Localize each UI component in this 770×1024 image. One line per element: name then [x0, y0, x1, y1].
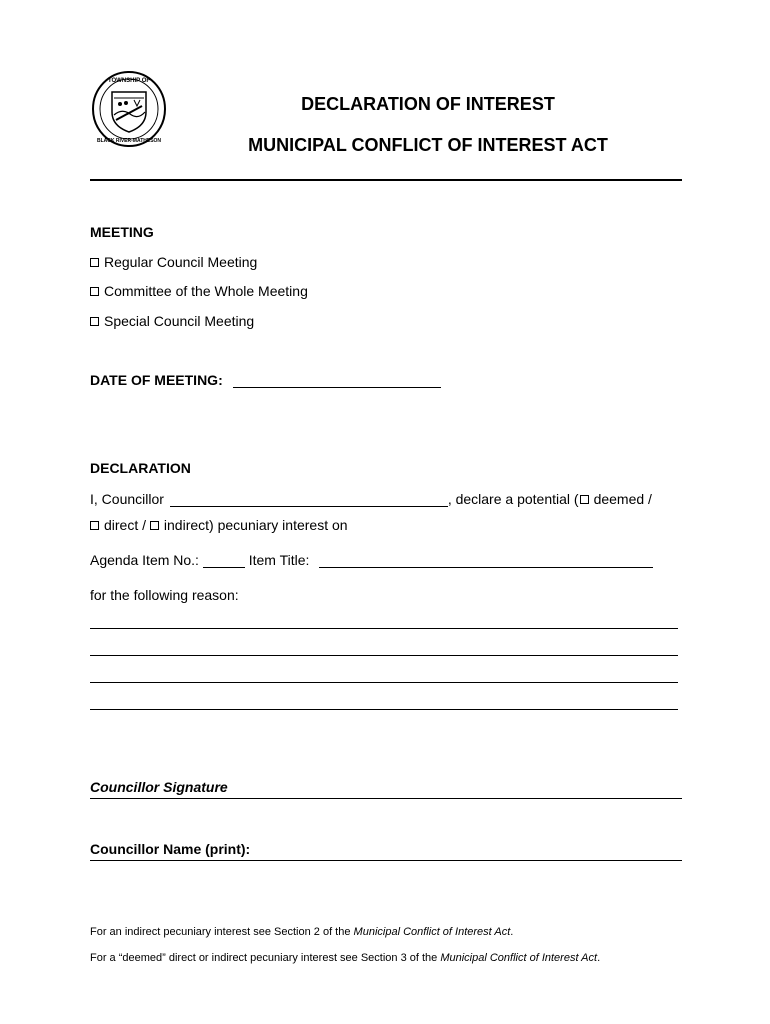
item-title-field[interactable]: [319, 553, 653, 568]
page-title: DECLARATION OF INTEREST: [301, 94, 555, 114]
municipal-seal-icon: [90, 70, 168, 148]
footnote-deemed: [90, 952, 600, 964]
signature-field[interactable]: [90, 798, 682, 799]
meeting-heading: MEETING: [90, 224, 154, 240]
checkbox-special-council[interactable]: [90, 317, 99, 326]
reason-line-2[interactable]: [90, 655, 678, 656]
agenda-item-field[interactable]: [203, 553, 245, 568]
declaration-line-1: [90, 491, 652, 507]
item-title-label: Item Title:: [248, 552, 310, 568]
declare-text: , declare a potential (: [447, 491, 579, 507]
councillor-prefix: I, Councillor: [90, 491, 164, 507]
date-label: DATE OF MEETING:: [90, 372, 223, 388]
footnote-text: For an indirect pecuniary interest see Section 2 of the: [90, 926, 354, 938]
option-label: Regular Council Meeting: [104, 254, 258, 270]
deemed-label: deemed /: [593, 491, 652, 507]
date-row: [90, 372, 441, 390]
reason-line-1[interactable]: [90, 628, 678, 629]
footnote-period: .: [597, 952, 601, 964]
checkbox-regular-council[interactable]: [90, 258, 99, 267]
direct-label: direct /: [104, 517, 147, 533]
footnote-period: .: [510, 926, 514, 938]
option-regular-council[interactable]: [90, 254, 257, 270]
reason-label: for the following reason:: [90, 587, 239, 603]
checkbox-indirect[interactable]: [150, 521, 159, 530]
signature-label: Councillor Signature: [90, 779, 228, 795]
act-name: Municipal Conflict of Interest Act: [353, 926, 511, 938]
name-print-label: Councillor Name (print):: [90, 841, 251, 857]
page-subtitle: MUNICIPAL CONFLICT OF INTEREST ACT: [248, 135, 608, 155]
checkbox-direct[interactable]: [90, 521, 99, 530]
option-label: Special Council Meeting: [104, 313, 255, 329]
indirect-label: indirect) pecuniary interest on: [163, 517, 348, 533]
footnote-indirect: [90, 926, 513, 938]
svg-text:TOWNSHIP OF: TOWNSHIP OF: [107, 78, 151, 84]
header-divider: [90, 179, 682, 181]
reason-line-3[interactable]: [90, 682, 678, 683]
date-field[interactable]: [233, 373, 441, 388]
agenda-row: [90, 552, 653, 568]
declaration-line-2: [90, 517, 348, 533]
svg-text:BLACK RIVER-MATHESON: BLACK RIVER-MATHESON: [96, 138, 162, 144]
footnote-text: For a “deemed” direct or indirect pecuniary interest see Section 3 of the: [90, 952, 441, 964]
agenda-item-label: Agenda Item No.:: [90, 552, 199, 568]
checkbox-committee-whole[interactable]: [90, 287, 99, 296]
municipal-seal-logo: [90, 70, 168, 148]
checkbox-deemed[interactable]: [580, 495, 589, 504]
option-committee-whole[interactable]: [90, 283, 308, 299]
option-special-council[interactable]: [90, 313, 254, 329]
councillor-name-field[interactable]: [170, 492, 448, 507]
option-label: Committee of the Whole Meeting: [104, 283, 308, 299]
name-print-field[interactable]: [90, 860, 682, 861]
declaration-heading: DECLARATION: [90, 460, 191, 476]
act-name: Municipal Conflict of Interest Act: [440, 952, 598, 964]
reason-line-4[interactable]: [90, 709, 678, 710]
